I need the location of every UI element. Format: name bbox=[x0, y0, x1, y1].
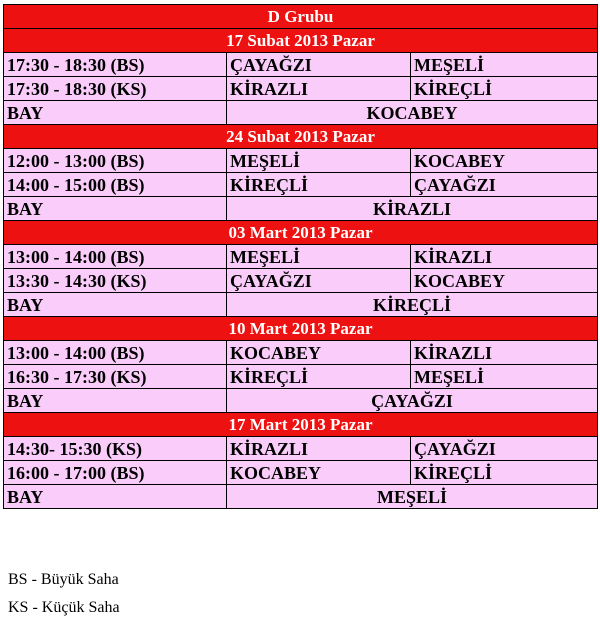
home-team: MEŞELİ bbox=[227, 149, 411, 173]
match-time: 12:00 - 13:00 (BS) bbox=[4, 149, 227, 173]
legend bbox=[8, 566, 120, 622]
bay-team: MEŞELİ bbox=[227, 485, 598, 509]
away-team: KİRAZLI bbox=[411, 245, 598, 269]
round-date-row bbox=[4, 29, 598, 53]
away-team: ÇAYAĞZI bbox=[411, 437, 598, 461]
bay-label: BAY bbox=[4, 293, 227, 317]
round-date: 17 Mart 2013 Pazar bbox=[4, 413, 598, 437]
home-team: MEŞELİ bbox=[227, 245, 411, 269]
bay-label: BAY bbox=[4, 101, 227, 125]
home-team: KİREÇLİ bbox=[227, 173, 411, 197]
away-team: KİREÇLİ bbox=[411, 77, 598, 101]
match-row bbox=[4, 149, 598, 173]
match-time: 16:00 - 17:00 (BS) bbox=[4, 461, 227, 485]
match-row bbox=[4, 53, 598, 77]
bay-team: ÇAYAĞZI bbox=[227, 389, 598, 413]
match-time: 13:00 - 14:00 (BS) bbox=[4, 245, 227, 269]
away-team: KOCABEY bbox=[411, 269, 598, 293]
away-team: MEŞELİ bbox=[411, 365, 598, 389]
bay-label: BAY bbox=[4, 197, 227, 221]
round-date: 10 Mart 2013 Pazar bbox=[4, 317, 598, 341]
round-date-row bbox=[4, 221, 598, 245]
group-title: D Grubu bbox=[4, 5, 598, 29]
fixture-body bbox=[4, 5, 598, 509]
match-row bbox=[4, 341, 598, 365]
match-time: 13:30 - 14:30 (KS) bbox=[4, 269, 227, 293]
away-team: MEŞELİ bbox=[411, 53, 598, 77]
bay-row bbox=[4, 197, 598, 221]
match-row bbox=[4, 77, 598, 101]
home-team: KOCABEY bbox=[227, 341, 411, 365]
bay-row bbox=[4, 389, 598, 413]
match-row bbox=[4, 173, 598, 197]
match-row bbox=[4, 461, 598, 485]
bay-team: KİRAZLI bbox=[227, 197, 598, 221]
round-date: 03 Mart 2013 Pazar bbox=[4, 221, 598, 245]
home-team: ÇAYAĞZI bbox=[227, 53, 411, 77]
legend-item-ks: KS - Küçük Saha bbox=[8, 599, 120, 616]
match-row bbox=[4, 245, 598, 269]
legend-item-bs: BS - Büyük Saha bbox=[8, 571, 119, 588]
round-date: 17 Subat 2013 Pazar bbox=[4, 29, 598, 53]
home-team: ÇAYAĞZI bbox=[227, 269, 411, 293]
bay-label: BAY bbox=[4, 485, 227, 509]
match-time: 14:30- 15:30 (KS) bbox=[4, 437, 227, 461]
match-time: 14:00 - 15:00 (BS) bbox=[4, 173, 227, 197]
home-team: KİRAZLI bbox=[227, 77, 411, 101]
round-date-row bbox=[4, 413, 598, 437]
away-team: ÇAYAĞZI bbox=[411, 173, 598, 197]
group-title-row bbox=[4, 5, 598, 29]
match-row bbox=[4, 365, 598, 389]
bay-row bbox=[4, 485, 598, 509]
home-team: KİRAZLI bbox=[227, 437, 411, 461]
bay-team: KİREÇLİ bbox=[227, 293, 598, 317]
match-time: 13:00 - 14:00 (BS) bbox=[4, 341, 227, 365]
round-date: 24 Subat 2013 Pazar bbox=[4, 125, 598, 149]
fixture-table bbox=[3, 4, 598, 509]
match-time: 17:30 - 18:30 (BS) bbox=[4, 53, 227, 77]
away-team: KOCABEY bbox=[411, 149, 598, 173]
round-date-row bbox=[4, 317, 598, 341]
bay-label: BAY bbox=[4, 389, 227, 413]
away-team: KİRAZLI bbox=[411, 341, 598, 365]
round-date-row bbox=[4, 125, 598, 149]
match-time: 16:30 - 17:30 (KS) bbox=[4, 365, 227, 389]
match-row bbox=[4, 269, 598, 293]
match-row bbox=[4, 437, 598, 461]
bay-row bbox=[4, 293, 598, 317]
bay-team: KOCABEY bbox=[227, 101, 598, 125]
home-team: KOCABEY bbox=[227, 461, 411, 485]
bay-row bbox=[4, 101, 598, 125]
away-team: KİREÇLİ bbox=[411, 461, 598, 485]
home-team: KİREÇLİ bbox=[227, 365, 411, 389]
match-time: 17:30 - 18:30 (KS) bbox=[4, 77, 227, 101]
